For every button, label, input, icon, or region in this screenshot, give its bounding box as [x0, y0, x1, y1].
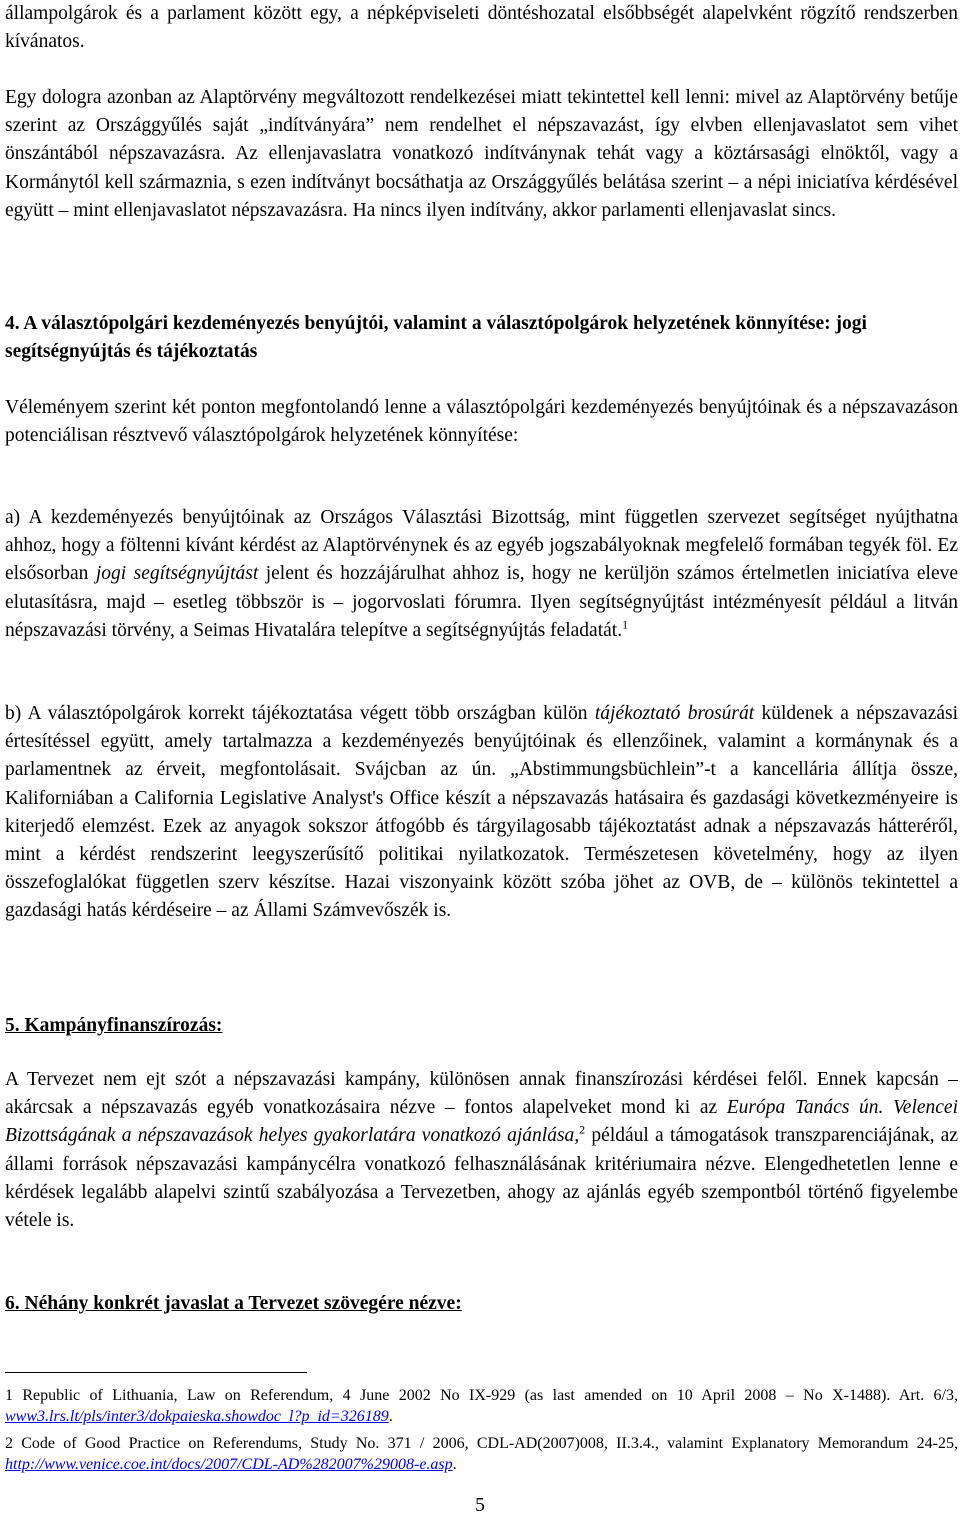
- heading-section-6-text: 6. Néhány konkrét javaslat a Tervezet szövegére nézve:: [5, 1293, 462, 1314]
- paragraph-intro-tail: állampolgárok és a parlament között egy, a népképviseleti döntéshozatal elsőbbségét alapelvként rögzítő rendszerben kívánatos.: [5, 3, 958, 53]
- footnote-1-text: 1 Republic of Lithuania, Law on Referendum, 4 June 2002 No IX-929 (as last amended on 10 April 2008 – No X-1488). Art. 6/3,: [5, 1387, 958, 1404]
- footnote-separator: [5, 1372, 307, 1373]
- point-b-text-1: b) A választópolgárok korrekt tájékoztatása végett több országban külön: [5, 703, 588, 724]
- footnote-2: [5, 1433, 958, 1475]
- point-a-text-1: a) A kezdeményezés benyújtóinak az Országos Választási Bizottság, mint független szervezet segítséget nyújthatna ahhoz, hogy a föltenni kívánt kérdést az Alaptörvénynek és az egyéb jogszabályoknak megfelelő formában tegyék föl. Ez elsősorban: [5, 507, 958, 585]
- footnote-1: [5, 1385, 958, 1427]
- point-a-italic: jogi segítségnyújtást: [95, 563, 259, 585]
- footnote-ref-2: 2: [579, 1122, 586, 1137]
- footnote-2-end: .: [452, 1456, 457, 1473]
- section-5-text-2: például a támogatások transzparenciájának, az állami források népszavazási kampánycélra vonatkozó felhasználásának kritériumaira nézve. Elengedhetetlen lenne e kérdések legalább alapelvi szintű szabályozása a Tervezetben, ahogy az ajánlás egyéb szempontból történő figyelembe vétele is.: [5, 1125, 958, 1232]
- paragraph-section-4-intro: Véleményem szerint két ponton megfontolandó lenne a választópolgári kezdeményezés benyújtóinak és a népszavazáson potenciálisan résztvevő választópolgárok helyzetének könnyítése:: [5, 397, 958, 447]
- paragraph-point-b: [5, 700, 958, 926]
- heading-section-5: [5, 1012, 958, 1040]
- section-5-text-1: A Tervezet nem ejt szót a népszavazási kampány, különösen annak finanszírozási kérdései felől. Ennek kapcsán – akárcsak a népszavazás egyéb vonatkozásaira nézve – fontos alapelveket mond ki az: [5, 1069, 958, 1119]
- footnote-1-end: .: [388, 1408, 393, 1425]
- footnote-1-link[interactable]: www3.lrs.lt/pls/inter3/dokpaieska.showdoc_l?p_id=326189: [5, 1408, 389, 1425]
- footnote-ref-1: 1: [622, 617, 629, 632]
- point-a-text-2: jelent és hozzájárulhat ahhoz is, hogy ne kerüljön számos értelmetlen iniciatíva eleve elutasításra, majd – esetleg többször is – jogorvoslati fórumra. Ilyen segítségnyújtást intézményesít például a litván népszavazási törvény, a Seimas Hivatalára telepítve a segítségnyújtás feladatát.: [5, 563, 959, 641]
- footnote-2-text: 2 Code of Good Practice on Referendums, Study No. 371 / 2006, CDL-AD(2007)008, II.3.4., valamint Explanatory Memorandum 24-25,: [5, 1435, 958, 1452]
- point-b-text-2: küldenek a népszavazási értesítéssel együtt, amely tartalmazza a kezdeményezés benyújtóinak és ellenzőinek, valamint a kormánynak és a parlamentnek az érveit, megfontolásait. Svájcban az ún. „Abstimmungsbüchlein”-t a kancellária állítja össze, Kaliforniában a California Legislative Analyst's Office készít a népszavazás hatásaira és gazdasági következményeire is kiterjedő elemzést. Ezek az anyagok sokszor átfogóbb és tárgyilagosabb tájékoztatást adnak a népszavazás hátteréről, mint a kérdést rendszerint leegyszerűsítő politikai nyilatkozatok. Természetesen követelmény, hogy az ilyen összefoglalókat független szerv készítse. Hazai viszonyaink között szóba jöhet az OVB, de – különös tekintettel a gazdasági hatás kérdéseire – az Állami Számvevőszék is.: [5, 703, 959, 922]
- footnote-2-link[interactable]: http://www.venice.coe.int/docs/2007/CDL-AD%282007%29008-e.asp: [5, 1456, 453, 1473]
- paragraph-section-5: [5, 1066, 958, 1235]
- paragraph-alaptorveny: Egy dologra azonban az Alaptörvény megváltozott rendelkezései miatt tekintettel kell lenni: mivel az Alaptörvény betűje szerint az Országgyűlés saját „indítványára” nem rendelhet el népszavazást, így elvben ellenjavaslatot sem vihet önszántából népszavazásra. Az ellenjavaslatra vonatkozó indítványnak tehát vagy a köztársasági elnöktől, vagy a Kormánytól kell származnia, s ezen indítványt bocsáthatja az Országgyűlés belátása szerint – a népi iniciatíva kérdésével együtt – mint ellenjavaslatot népszavazásra. Ha nincs ilyen indítvány, akkor parlamenti ellenjavaslat sincs.: [5, 87, 958, 221]
- heading-section-5-text: 5. Kampányfinanszírozás:: [5, 1015, 223, 1036]
- heading-section-4: 4. A választópolgári kezdeményezés benyújtói, valamint a választópolgárok helyzetének könnyítése: jogi segítségnyújtás és tájékoztatás: [5, 313, 867, 363]
- paragraph-point-a: [5, 504, 958, 645]
- point-b-italic: tájékoztató brosúrát: [594, 703, 755, 724]
- page-number: 5: [475, 1495, 485, 1516]
- heading-section-6: [5, 1290, 958, 1318]
- section-5-italic: Európa Tanács ún. Velencei Bizottságának a népszavazások helyes gyakorlatára vonatkozó ajánlása,: [5, 1097, 958, 1147]
